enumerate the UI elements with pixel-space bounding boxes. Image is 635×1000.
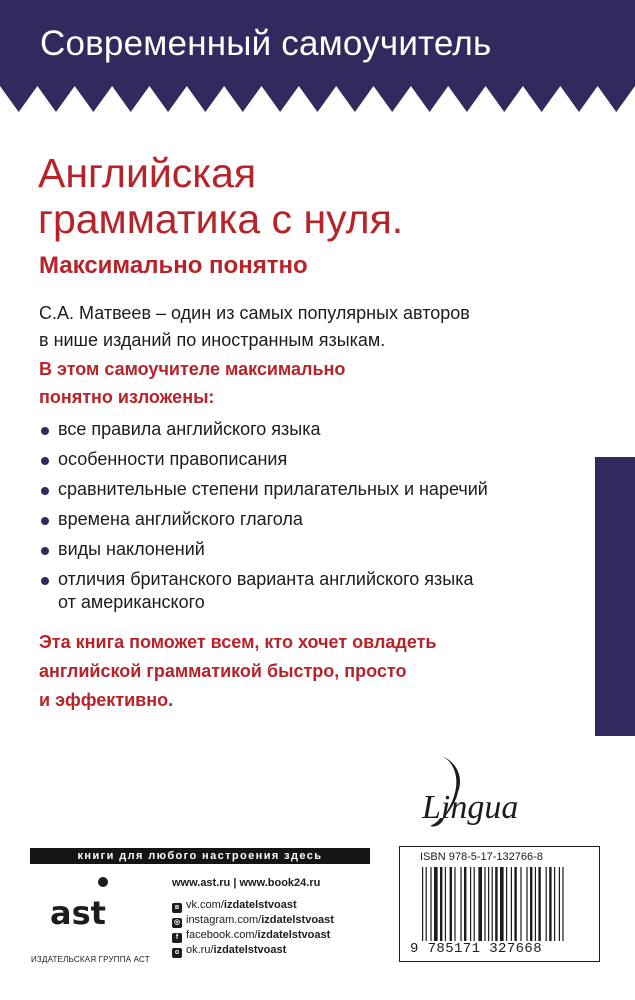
barcode-bar <box>511 867 512 941</box>
bullet-icon <box>41 547 49 555</box>
barcode-bar <box>430 867 431 941</box>
tagline-bar: книги для любого настроения здесь <box>30 848 370 864</box>
ok-icon: о <box>172 948 182 958</box>
barcode-bar <box>450 867 452 941</box>
barcode-bar <box>484 867 485 941</box>
barcode-bar <box>426 867 427 941</box>
vk-icon: в <box>172 903 182 913</box>
barcode-bar <box>500 867 504 941</box>
ast-logo-text: ast <box>50 894 106 932</box>
list-item <box>39 538 579 561</box>
barcode-bar <box>445 867 446 941</box>
social-link-instagram[interactable] <box>172 913 334 928</box>
isbn-label: ISBN 978-5-17-132766-8 <box>420 851 543 863</box>
barcode-bar <box>460 867 461 941</box>
social-prefix: facebook.com/ <box>186 929 258 941</box>
ast-logo <box>48 872 118 944</box>
bullet-icon <box>41 427 49 435</box>
book-title <box>38 150 403 242</box>
barcode-bar <box>530 867 532 941</box>
closing-line3: и эффективно. <box>39 690 174 710</box>
book-subtitle: Максимально понятно <box>39 252 308 279</box>
book-title-line2: грамматика с нуля. <box>38 196 404 242</box>
bullet-icon <box>41 457 49 465</box>
facebook-icon: f <box>172 933 182 943</box>
barcode-bar <box>506 867 507 941</box>
barcode-bar <box>520 867 521 941</box>
social-prefix: ok.ru/ <box>186 944 214 956</box>
closing-line1: Эта книга поможет всем, кто хочет овладеть <box>39 632 437 652</box>
intro-line2: понятно изложены: <box>39 387 215 407</box>
bullet-icon <box>41 487 49 495</box>
barcode-bar <box>434 867 438 941</box>
social-handle: izdatelstvoast <box>257 929 331 941</box>
list-item-text: виды наклонений <box>58 539 205 559</box>
barcode-bar <box>440 867 442 941</box>
lingua-logo-text: Lingua <box>422 789 519 826</box>
barcode-box <box>399 846 600 962</box>
barcode-bar <box>526 867 527 941</box>
bullet-icon <box>41 577 49 585</box>
barcode-bar <box>470 867 471 941</box>
side-strip <box>595 457 635 736</box>
contents-intro <box>39 355 519 411</box>
instagram-icon: ◎ <box>173 919 181 926</box>
barcode-bar <box>562 867 563 941</box>
list-item <box>39 478 579 501</box>
social-handle: izdatelstvoast <box>261 914 334 926</box>
list-item-text: особенности правописания <box>58 449 288 469</box>
social-handle: izdatelstvoast <box>213 944 287 956</box>
series-title: Современный самоучитель <box>40 24 492 63</box>
list-item <box>39 418 579 441</box>
barcode-bar <box>514 867 516 941</box>
website-links[interactable]: www.ast.ru | www.book24.ru <box>172 877 321 889</box>
social-prefix: vk.com/ <box>186 899 224 911</box>
list-item <box>39 508 579 531</box>
topics-list <box>39 418 579 621</box>
barcode-bar <box>478 867 482 941</box>
barcode-bar <box>559 867 560 941</box>
lingua-logo <box>420 752 560 832</box>
author-line2: в нише изданий по иностранным языкам. <box>39 330 386 350</box>
bullet-icon <box>41 517 49 525</box>
barcode-bar <box>464 867 466 941</box>
social-links <box>172 898 334 958</box>
list-item-text: сравнительные степени прилагательных и наречий <box>58 479 488 499</box>
list-item-text: времена английского глагола <box>58 509 303 529</box>
barcode-bar <box>535 867 536 941</box>
ast-figure-head-icon <box>98 877 108 887</box>
list-item-text: все правила английского языка <box>58 419 321 439</box>
social-link-facebook[interactable] <box>172 928 334 943</box>
book-title-line1: Английская <box>38 150 257 196</box>
list-item-text-line1: отличия британского варианта английского языка <box>58 569 474 589</box>
barcode-bar <box>454 867 455 941</box>
barcode-bar <box>422 867 423 941</box>
social-prefix: instagram.com/ <box>186 914 262 926</box>
series-band <box>0 0 635 120</box>
barcode-bar <box>474 867 475 941</box>
publisher-caption: ИЗДАТЕЛЬСКАЯ ГРУППА АСТ <box>31 955 150 964</box>
barcode-bar <box>488 867 489 941</box>
list-item <box>39 448 579 471</box>
ean-digits: 9 785171 327668 <box>410 941 543 957</box>
list-item-text-line2: от американского <box>58 592 205 612</box>
barcode-bar <box>554 867 555 941</box>
author-description <box>39 300 559 354</box>
list-item <box>39 568 579 614</box>
barcode-icon <box>418 867 583 941</box>
author-line1: С.А. Матвеев – один из самых популярных авторов <box>39 303 470 323</box>
social-link-ok[interactable] <box>172 943 334 958</box>
social-link-vk[interactable] <box>172 898 334 913</box>
barcode-bar <box>546 867 547 941</box>
barcode-bar <box>549 867 551 941</box>
intro-line1: В этом самоучителе максимально <box>39 359 346 379</box>
barcode-bar <box>492 867 493 941</box>
closing-statement <box>39 628 559 715</box>
barcode-bar <box>495 867 497 941</box>
barcode-bar <box>538 867 540 941</box>
closing-line2: английской грамматикой быстро, просто <box>39 661 407 681</box>
social-handle: izdatelstvoast <box>223 899 297 911</box>
